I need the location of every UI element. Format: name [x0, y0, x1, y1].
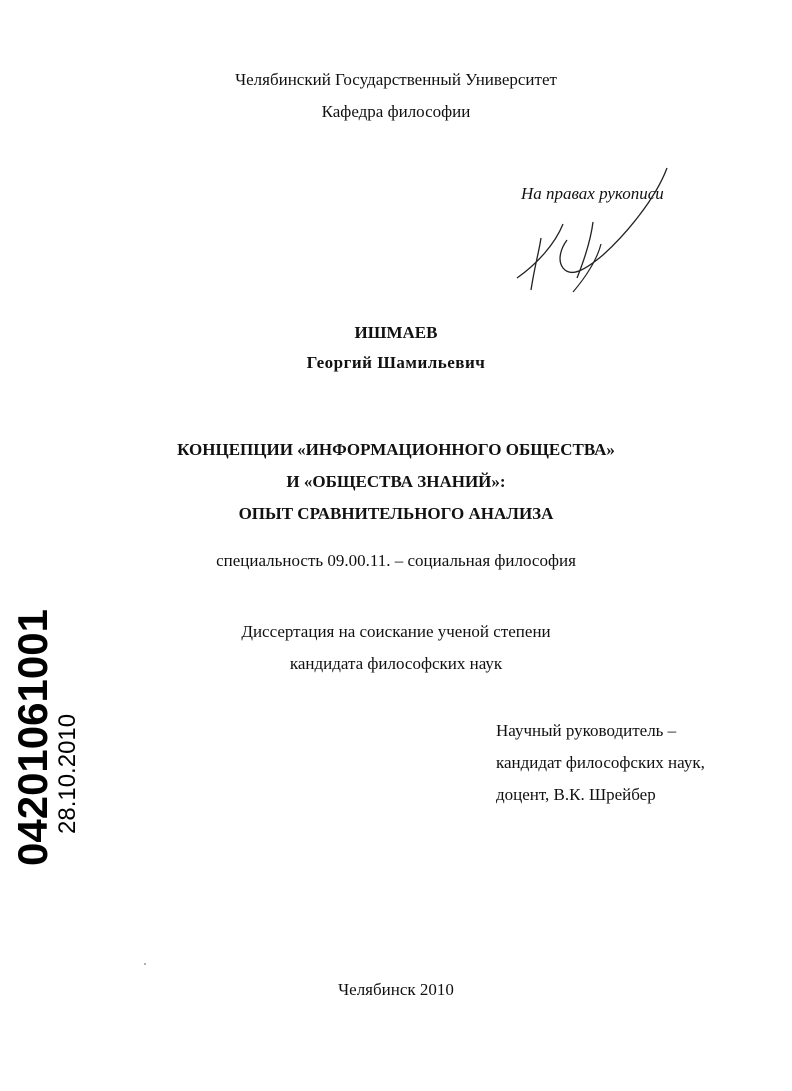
stamp-number: 04201061001 — [9, 609, 56, 866]
university-name: Челябинский Государственный Университет — [235, 70, 557, 89]
degree-line-1: Диссертация на соискание ученой степени — [241, 622, 551, 641]
title-line-1: КОНЦЕПЦИИ «ИНФОРМАЦИОННОГО ОБЩЕСТВА» — [177, 440, 615, 459]
department-name: Кафедра философии — [321, 102, 471, 121]
supervisor-line-2: кандидат философских наук, — [496, 753, 705, 772]
city-year: Челябинск 2010 — [338, 980, 454, 999]
author-surname: ИШМАЕВ — [354, 323, 438, 342]
supervisor-line-1: Научный руководитель – — [496, 721, 677, 740]
title-line-2: И «ОБЩЕСТВА ЗНАНИЙ»: — [286, 472, 506, 491]
manuscript-note: На правах рукописи — [521, 184, 664, 203]
supervisor-line-3: доцент, В.К. Шрейбер — [496, 785, 656, 804]
degree-line-2: кандидата философских наук — [289, 654, 503, 673]
author-name: Георгий Шамильевич — [306, 353, 486, 372]
stamp-date: 28.10.2010 — [54, 713, 81, 834]
specialty: специальность 09.00.11. – социальная философия — [216, 551, 576, 570]
handwritten-signature — [505, 160, 685, 300]
title-line-3: ОПЫТ СРАВНИТЕЛЬНОГО АНАЛИЗА — [238, 504, 554, 523]
scan-speck — [144, 963, 146, 965]
